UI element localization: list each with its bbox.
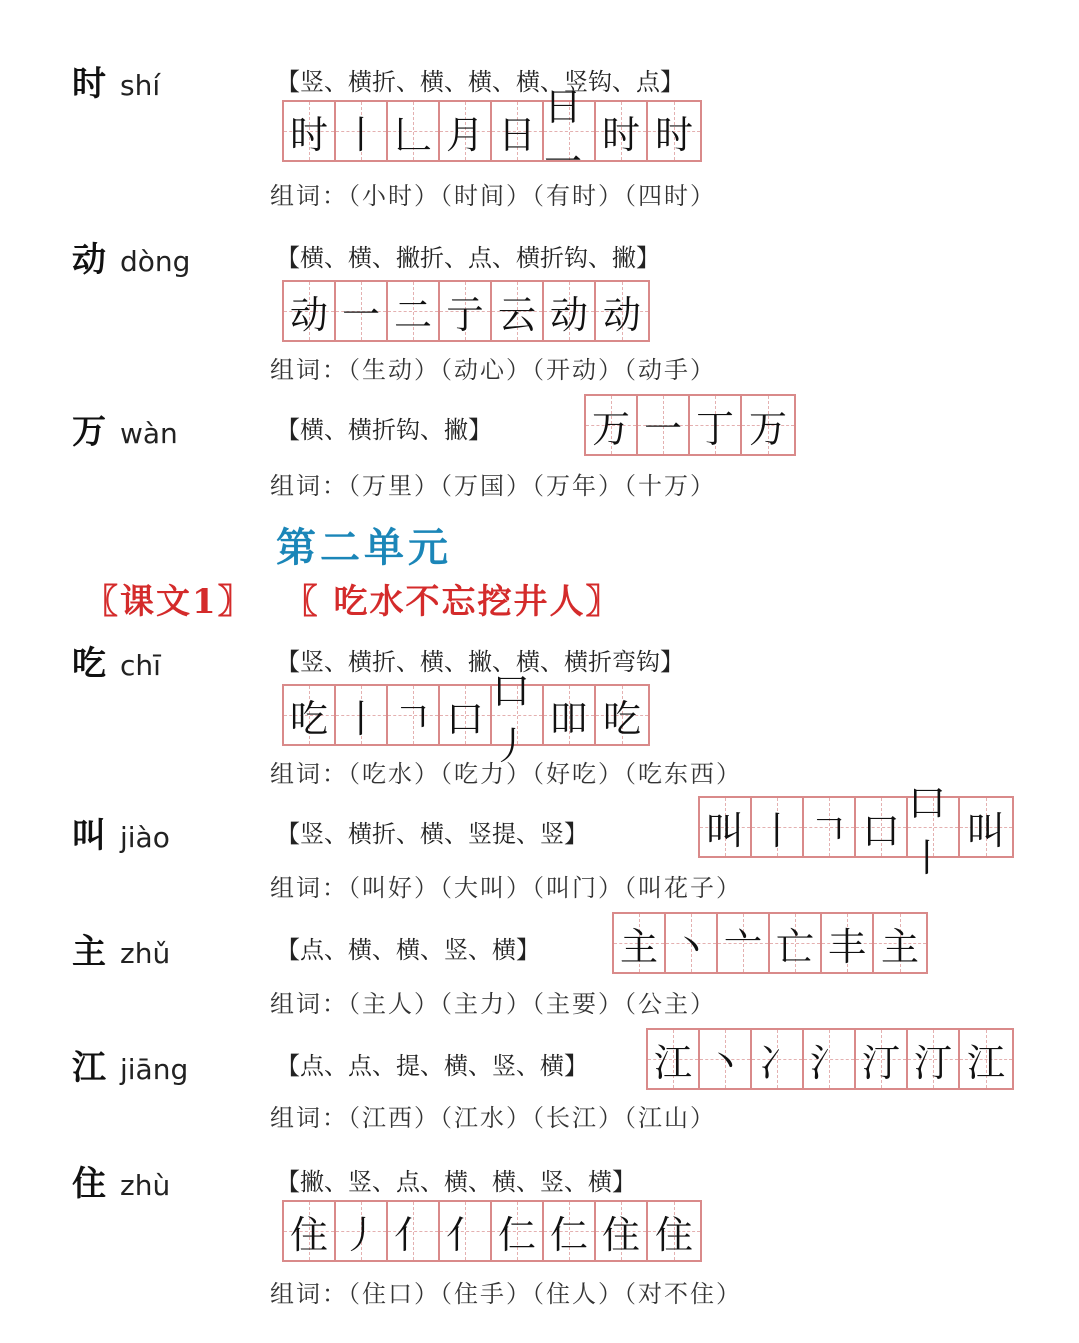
grid-cell: 主 [614,914,666,972]
entry-zhu-main [0,924,1079,1044]
entry-char: 吃 [72,644,106,684]
entry-char: 江 [72,1048,106,1088]
stroke-order-text: 【竖、横折、横、横、横、竖钩、点】 [276,68,684,96]
word-list: 组词：（主人）（主力）（主要）（公主） [270,990,716,1018]
grid-cell: 亡 [770,914,822,972]
stroke-grid [612,912,928,974]
grid-cell: 吃 [284,686,336,744]
word-list: 组词：（万里）（万国）（万年）（十万） [270,472,716,500]
entry-pinyin: wàn [120,417,178,450]
entry-pinyin: zhǔ [120,937,171,970]
word-list: 组词：（叫好）（大叫）（叫门）（叫花子） [270,874,742,902]
grid-cell: 汀 [856,1030,908,1088]
grid-cell: 江 [960,1030,1012,1088]
entry-head [72,924,170,973]
grid-cell: 江 [648,1030,700,1088]
entry-char: 住 [72,1164,106,1204]
grid-cell: 仁 [492,1202,544,1260]
lesson-label: 〖课文1〗 [84,582,254,622]
grid-cell: 冫 [752,1030,804,1088]
grid-cell: 主 [874,914,926,972]
word-list: 组词：（小时）（时间）（有时）（四时） [270,182,716,210]
stroke-grid [584,394,796,456]
grid-cell: 口丨 [908,798,960,856]
grid-cell: 时 [284,102,336,160]
grid-cell: 二 [388,282,440,340]
entry-dong [0,232,1079,384]
entry-pinyin: chī [120,649,161,682]
entry-jiao [0,781,1079,928]
lesson-heading [84,574,622,623]
stroke-grid [282,85,702,184]
grid-cell: 亍 [440,282,492,340]
entry-head [72,1040,188,1089]
grid-cell: 动 [284,282,336,340]
grid-cell: 住 [596,1202,648,1260]
stroke-order-text: 【竖、横折、横、撇、横、横折弯钩】 [276,648,684,676]
grid-cell: 云 [492,282,544,340]
entry-char: 万 [72,412,106,452]
entry-pinyin: shí [120,69,161,102]
grid-cell: 叫 [700,798,752,856]
grid-cell: 动 [544,282,596,340]
word-list: 组词：（江西）（江水）（长江）（江山） [270,1104,716,1132]
entry-zhu-live [0,1156,1079,1308]
grid-cell: 吅 [544,686,596,744]
entry-char: 主 [72,932,106,972]
stroke-grid [698,781,1014,880]
entry-char: 叫 [72,816,106,856]
entry-head [72,232,190,281]
entry-pinyin: jiào [120,821,170,854]
entry-shi [0,56,1079,210]
stroke-grid [282,669,650,768]
grid-cell: 口丿 [492,686,544,744]
entry-pinyin: zhù [120,1169,171,1202]
word-list: 组词：（住口）（住手）（住人）（对不住） [270,1280,742,1308]
grid-cell: 时 [596,102,648,160]
stroke-order-text: 【点、横、横、竖、横】 [276,936,540,964]
entry-wan [0,404,1079,524]
stroke-order-text: 【竖、横折、横、竖提、竖】 [276,820,588,848]
grid-cell: 万 [586,396,638,454]
grid-cell: 一 [638,396,690,454]
unit-title: 第二单元 [276,524,452,571]
grid-cell: 汀 [908,1030,960,1088]
stroke-order-text: 【撇、竖、点、横、横、竖、横】 [276,1168,636,1196]
grid-cell: 𠃍 [388,686,440,744]
entry-chi [0,636,1079,788]
grid-cell: 亻 [440,1202,492,1260]
grid-cell: 一 [336,282,388,340]
grid-cell: 氵 [804,1030,856,1088]
grid-cell: 亻 [388,1202,440,1260]
grid-cell: 丁 [690,396,742,454]
entry-head [72,1156,170,1205]
grid-cell: 丨 [336,102,388,160]
grid-cell: 丶 [666,914,718,972]
grid-cell: 日一 [544,102,596,160]
grid-cell: 𠃍 [804,798,856,856]
entry-pinyin: jiāng [120,1053,189,1086]
grid-cell: 丨 [336,686,388,744]
grid-cell: 丿 [336,1202,388,1260]
grid-cell: 亠 [718,914,770,972]
lesson-title: 〖 吃水不忘挖井人〗 [283,582,622,622]
word-list: 组词：（吃水）（吃力）（好吃）（吃东西） [270,760,742,788]
entry-pinyin: dòng [120,245,191,278]
grid-cell: 吃 [596,686,648,744]
entry-head [72,636,161,685]
stroke-order-text: 【横、横、撇折、点、横折钩、撇】 [276,244,660,272]
entry-char: 时 [72,64,106,104]
grid-cell: 时 [648,102,700,160]
entry-head [72,808,170,857]
grid-cell: 仁 [544,1202,596,1260]
entry-head [72,56,160,105]
grid-cell: 月 [440,102,492,160]
grid-cell: 日 [492,102,544,160]
grid-cell: 𠃊 [388,102,440,160]
stroke-grid [646,1028,1014,1090]
grid-cell: 丶 [700,1030,752,1088]
word-list: 组词：（生动）（动心）（开动）（动手） [270,356,716,384]
grid-cell: 住 [284,1202,336,1260]
grid-cell: 丨 [752,798,804,856]
grid-cell: 万 [742,396,794,454]
entry-jiang [0,1040,1079,1160]
grid-cell: 口 [856,798,908,856]
grid-cell: 叫 [960,798,1012,856]
stroke-grid [282,1200,702,1262]
entry-head [72,404,178,453]
stroke-order-text: 【点、点、提、横、竖、横】 [276,1052,588,1080]
grid-cell: 口 [440,686,492,744]
entry-char: 动 [72,240,106,280]
grid-cell: 丰 [822,914,874,972]
stroke-order-text: 【横、横折钩、撇】 [276,416,492,444]
grid-cell: 住 [648,1202,700,1260]
stroke-grid [282,280,650,342]
grid-cell: 动 [596,282,648,340]
